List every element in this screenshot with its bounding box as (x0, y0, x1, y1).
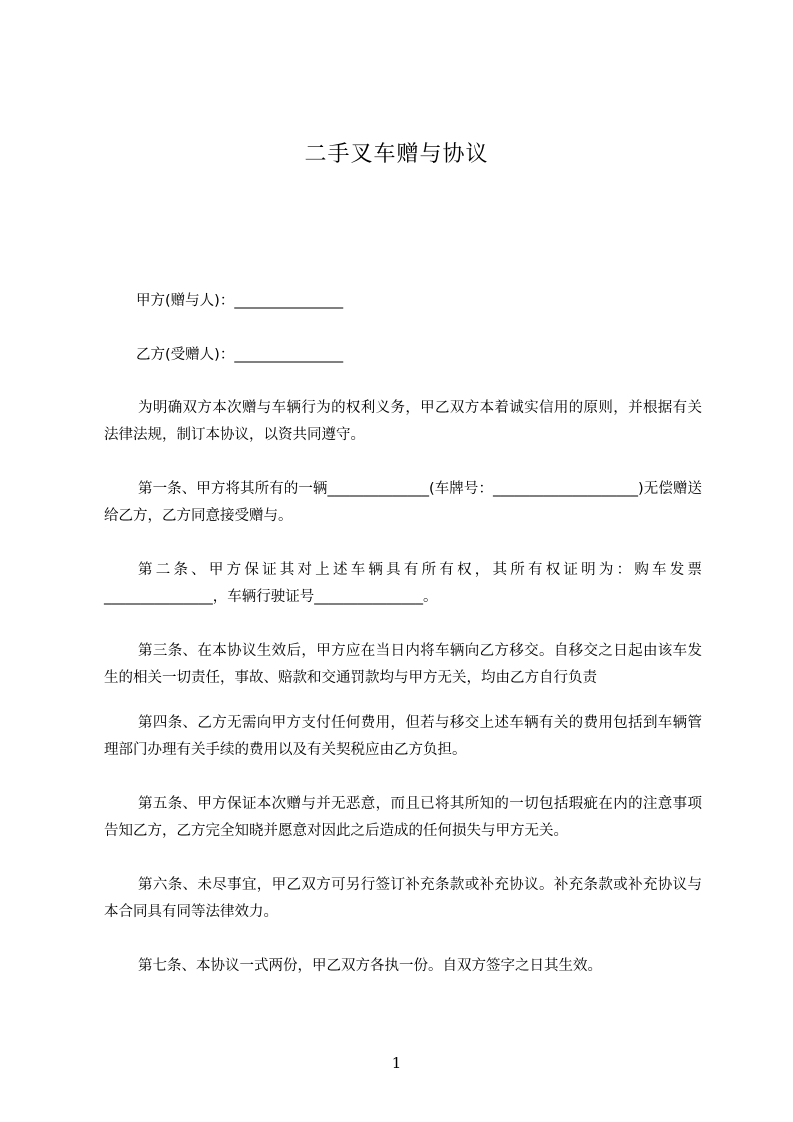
page-title: 二手叉车赠与协议 (304, 142, 489, 167)
page-number: 1 (391, 1054, 402, 1072)
clause-4: 第四条、乙方无需向甲方支付任何费用，但若与移交上述车辆有关的费用包括到车辆管理部门办理有关手续的费用以及有关契税应由乙方负担。 (104, 715, 702, 758)
clause-7: 第七条、本协议一式两份，甲乙双方各执一份。自双方签字之日其生效。 (138, 958, 602, 974)
clause-3: 第三条、在本协议生效后，甲方应在当日内将车辆向乙方移交。自移交之日起由该车发生的相关一切责任，事故、赔款和交通罚款均与甲方无关，均由乙方自行负责 (104, 643, 702, 686)
clause-1: 第一条、甲方将其所有的一辆______________(车牌号：____________________)无偿赠送给乙方，乙方同意接受赠与。 (104, 481, 702, 524)
clause-5: 第五条、甲方保证本次赠与并无恶意，而且已将其所知的一切包括瑕疵在内的注意事项告知乙方，乙方完全知晓并愿意对因此之后造成的任何损失与甲方无关。 (104, 796, 702, 839)
document-body (104, 287, 702, 1007)
clause-6: 第六条、未尽事宜，甲乙双方可另行签订补充条款或补充协议。补充条款或补充协议与本合同具有同等法律效力。 (104, 877, 702, 920)
party-b-line: 乙方(受赠人)：_______________ (136, 347, 344, 363)
party-a-line: 甲方(赠与人)：_______________ (136, 293, 344, 309)
preamble-paragraph: 为明确双方本次赠与车辆行为的权利义务，甲乙双方本着诚实信用的原则，并根据有关法律法规，制订本协议，以资共同遵守。 (104, 400, 702, 443)
clause-2: 第二条、甲方保证其对上述车辆具有所有权，其所有权证明为：购车发票_______________，车辆行驶证号_______________。 (104, 562, 702, 605)
